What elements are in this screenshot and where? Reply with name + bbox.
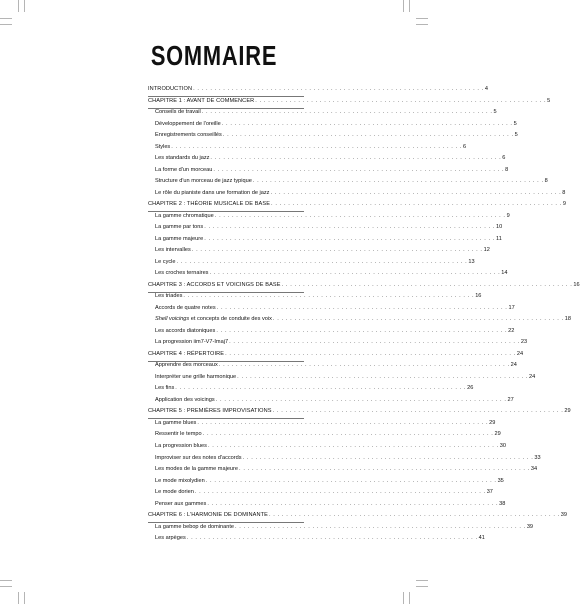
toc-leader-dots: . . . . . . . . . . . . . . . . . . . . . . . . . . . . . . . . . . . . . . . . . . . . . . . . . . . . . . . . . . . . . . . . . . . . xyxy=(272,316,564,323)
crop-mark-bottom-right xyxy=(416,586,428,587)
toc-entry-label: Accords de quatre notes xyxy=(155,304,216,311)
toc-page-number: 11 xyxy=(496,235,502,242)
toc-section-entry xyxy=(148,188,566,200)
toc-page-number: 5 xyxy=(547,97,551,104)
toc-leader-dots: . . . . . . . . . . . . . . . . . . . . . . . . . . . . . . . . . . . . . . . . . . . . . . . . . . . . . . . . . . . . . . . . . . . . xyxy=(213,166,505,173)
toc-section-entry xyxy=(148,441,506,453)
crop-mark-bottom-left xyxy=(18,592,19,604)
toc-leader-dots: . . . . . . . . . . . . . . . . . . . . . . . . . . . . . . . . . . . . . . . . . . . . . . . . . . . . . . . . . . . . . . . . . . . . xyxy=(183,293,475,300)
crop-mark-top-right xyxy=(403,0,404,12)
toc-section-entry xyxy=(148,303,515,315)
toc-section-entry xyxy=(148,257,475,269)
toc-section-entry xyxy=(148,119,517,131)
toc-page-number: 37 xyxy=(486,489,493,496)
toc-leader-dots: . . . . . . . . . . . . . . . . . . . . . . . . . . . . . . . . . . . . . . . . . . . . . . . . . . . . . . . . . . . . . . . . . . . . xyxy=(229,339,520,346)
toc-section-entry xyxy=(148,337,528,349)
toc-entry-label: Les triades xyxy=(155,293,183,300)
toc-page-number: 35 xyxy=(497,477,504,484)
toc-page-number: 23 xyxy=(520,339,528,346)
toc-page-number: 5 xyxy=(493,109,497,116)
toc-leader-dots: . . . . . . . . . . . . . . . . . . . . . . . . . . . . . . . . . . . . . . . . . . . . . . . . . . . . . . . . . . . . . . . . . . . . xyxy=(239,466,530,473)
toc-page-number: 14 xyxy=(501,270,508,277)
toc-leader-dots: . . . . . . . . . . . . . . . . . . . . . . . . . . . . . . . . . . . . . . . . . . . . . . . . . . . . . . . . . . . . . . . . . . . . xyxy=(235,523,526,530)
toc-section-entry xyxy=(148,522,534,534)
toc-page-number: 34 xyxy=(530,466,538,473)
toc-chapter-entry xyxy=(148,406,571,418)
toc-entry-label: Interpréter une grille harmonique xyxy=(155,373,237,380)
toc-leader-dots: . . . . . . . . . . . . . . . . . . . . . . . . . . . . . . . . . . . . . . . . . . . . . . . . . . . . . . . . . . . . . . . . . . . . xyxy=(176,258,468,265)
toc-page-number: 33 xyxy=(534,454,541,461)
toc-section-entry xyxy=(148,326,515,338)
toc-entry-label: Les croches ternaires xyxy=(155,270,209,277)
toc-entry-label: Les modes de la gamme majeure xyxy=(155,466,239,473)
toc-entry-label: La progression iim7-V7-Imaj7 xyxy=(155,339,229,346)
toc-leader-dots: . . . . . . . . . . . . . . . . . . . . . . . . . . . . . . . . . . . . . . . . . . . . . . . . . . . . . . . . . . . . . . . . . . . . xyxy=(218,362,510,369)
toc-entry-label: INTRODUCTION xyxy=(148,86,193,92)
toc-leader-dots: . . . . . . . . . . . . . . . . . . . . . . . . . . . . . . . . . . . . . . . . . . . . . . . . . . . . . . . . . . . . . . . . . . . . xyxy=(209,270,501,277)
crop-mark-top-right xyxy=(416,24,428,25)
toc-leader-dots: . . . . . . . . . . . . . . . . . . . . . . . . . . . . . . . . . . . . . . . . . . . . . . . . . . . . . . . . . . . . . . . . . . . . xyxy=(207,442,499,449)
toc-page-number: 16 xyxy=(475,293,482,300)
toc-entry-label: Penser aux gammes xyxy=(155,500,207,507)
toc-section-entry xyxy=(148,476,504,488)
toc-page-number: 8 xyxy=(544,178,548,185)
crop-mark-bottom-left xyxy=(0,580,12,581)
toc-entry-label: Enregistrements conseillés xyxy=(155,132,222,139)
toc-leader-dots: . . . . . . . . . . . . . . . . . . . . . . . . . . . . . . . . . . . . . . . . . . . . . . . . . . . . . . . . . . . . . . . . . . . . xyxy=(222,132,514,139)
toc-section-entry xyxy=(148,153,506,165)
toc-section-entry xyxy=(148,487,493,499)
toc-section-entry xyxy=(148,142,467,154)
toc-leader-dots: . . . . . . . . . . . . . . . . . . . . . . . . . . . . . . . . . . . . . . . . . . . . . . . . . . . . . . . . . . . . . . . . . . . . xyxy=(255,97,547,104)
toc-leader-dots: . . . . . . . . . . . . . . . . . . . . . . . . . . . . . . . . . . . . . . . . . . . . . . . . . . . . . . . . . . . . . . . . . . . . xyxy=(216,304,508,311)
toc-leader-dots: . . . . . . . . . . . . . . . . . . . . . . . . . . . . . . . . . . . . . . . . . . . . . . . . . . . . . . . . . . . . . . . . . . . . xyxy=(216,327,508,334)
toc-section-entry xyxy=(148,245,490,257)
toc-entry-label: Le rôle du pianiste dans une formation de jazz xyxy=(155,189,270,196)
toc-entry-label: La gamme bebop de dominante xyxy=(155,523,234,530)
toc-page-number: 5 xyxy=(513,120,517,127)
toc-page-number: 10 xyxy=(496,224,503,231)
toc-entry-label: La gamme par tons xyxy=(155,224,204,231)
crop-mark-top-left xyxy=(18,0,19,12)
toc-leader-dots: . . . . . . . . . . . . . . . . . . . . . . . . . . . . . . . . . . . . . . . . . . . . . . . . . . . . . . . . . . . . . . . . . . . . xyxy=(175,385,467,392)
toc-section-entry xyxy=(148,291,482,303)
toc-page-number: 29 xyxy=(494,431,501,438)
toc-page-number: 22 xyxy=(508,327,515,334)
toc-chapter-entry xyxy=(148,84,489,96)
toc-entry-label: CHAPITRE 2 : THÉORIE MUSICALE DE BASE xyxy=(148,201,271,208)
toc-separator-line xyxy=(148,522,304,523)
toc-leader-dots: . . . . . . . . . . . . . . . . . . . . . . . . . . . . . . . . . . . . . . . . . . . . . . . . . . . . . . . . . . . . . . . . . . . . xyxy=(191,247,483,254)
toc-section-entry xyxy=(148,268,508,280)
crop-mark-bottom-left xyxy=(0,586,12,587)
toc-leader-dots: . . . . . . . . . . . . . . . . . . . . . . . . . . . . . . . . . . . . . . . . . . . . . . . . . . . . . . . . . . . . . . . . . . . . xyxy=(201,109,493,116)
toc-leader-dots: . . . . . . . . . . . . . . . . . . . . . . . . . . . . . . . . . . . . . . . . . . . . . . . . . . . . . . . . . . . . . . . . . . . . xyxy=(237,373,528,380)
toc-leader-dots: . . . . . . . . . . . . . . . . . . . . . . . . . . . . . . . . . . . . . . . . . . . . . . . . . . . . . . . . . . . . . . . . . . . . xyxy=(215,396,507,403)
toc-entry-label: Application des voicings xyxy=(155,396,215,403)
crop-mark-bottom-right xyxy=(409,592,410,604)
toc-page-number: 27 xyxy=(507,396,514,403)
toc-entry-label: La gamme chromatique xyxy=(155,212,214,219)
toc-section-entry xyxy=(148,395,514,407)
toc-separator-line xyxy=(148,96,304,97)
toc-page-number: 39 xyxy=(560,512,568,519)
toc-section-entry xyxy=(148,533,485,545)
toc-section-entry xyxy=(148,383,474,395)
toc-entry-label: Shell voicings et concepts de conduite des voix xyxy=(155,316,272,323)
crop-mark-top-right xyxy=(409,0,410,12)
toc-entry-label: La gamme majeure xyxy=(155,235,204,242)
toc-entry-label: Le mode dorien xyxy=(155,489,194,496)
toc-entry-label: CHAPITRE 3 : ACCORDS ET VOICINGS DE BASE xyxy=(148,281,281,288)
toc-entry-label: Les intervalles xyxy=(155,247,191,254)
toc-entry-label: Développement de l'oreille xyxy=(155,120,221,127)
toc-leader-dots: . . . . . . . . . . . . . . . . . . . . . . . . . . . . . . . . . . . . . . . . . . . . . . . . . . . . . . . . . . . . . . . . . . . . xyxy=(207,500,499,507)
toc-page-number: 29 xyxy=(564,408,571,415)
toc-entry-label: Le cycle xyxy=(155,258,176,265)
toc-separator-line xyxy=(148,418,304,419)
toc-page-number: 26 xyxy=(467,385,474,392)
crop-mark-top-left xyxy=(0,24,12,25)
toc-entry-label: Les fins xyxy=(155,385,175,392)
toc-page-number: 16 xyxy=(573,281,580,288)
toc-leader-dots: . . . . . . . . . . . . . . . . . . . . . . . . . . . . . . . . . . . . . . . . . . . . . . . . . . . . . . . . . . . . . . . . . . . . xyxy=(268,512,560,519)
toc-entry-label: Styles xyxy=(155,143,171,150)
crop-mark-bottom-right xyxy=(403,592,404,604)
toc-page-number: 9 xyxy=(506,212,510,219)
toc-chapter-entry xyxy=(148,349,524,361)
toc-page-number: 8 xyxy=(562,189,566,196)
crop-mark-bottom-right xyxy=(416,580,428,581)
toc-leader-dots: . . . . . . . . . . . . . . . . . . . . . . . . . . . . . . . . . . . . . . . . . . . . . . . . . . . . . . . . . . . . . . . . . . . . xyxy=(204,235,496,242)
toc-leader-dots: . . . . . . . . . . . . . . . . . . . . . . . . . . . . . . . . . . . . . . . . . . . . . . . . . . . . . . . . . . . . . . . . . . . . xyxy=(171,143,463,150)
toc-entry-label: Les standards du jazz xyxy=(155,155,210,162)
toc-leader-dots: . . . . . . . . . . . . . . . . . . . . . . . . . . . . . . . . . . . . . . . . . . . . . . . . . . . . . . . . . . . . . . . . . . . . xyxy=(210,155,502,162)
toc-leader-dots: . . . . . . . . . . . . . . . . . . . . . . . . . . . . . . . . . . . . . . . . . . . . . . . . . . . . . . . . . . . . . . . . . . . . xyxy=(270,189,562,196)
toc-chapter-entry xyxy=(148,199,566,211)
toc-page-number: 38 xyxy=(499,500,506,507)
toc-page-number: 5 xyxy=(514,132,518,139)
toc-section-entry xyxy=(148,176,548,188)
toc-page-number: 29 xyxy=(489,419,496,426)
toc-entry-label: Les accords diatoniques xyxy=(155,327,216,334)
toc-section-entry xyxy=(148,107,497,119)
toc-leader-dots: . . . . . . . . . . . . . . . . . . . . . . . . . . . . . . . . . . . . . . . . . . . . . . . . . . . . . . . . . . . . . . . . . . . . xyxy=(202,431,494,438)
toc-page-number: 8 xyxy=(505,166,509,173)
toc-leader-dots: . . . . . . . . . . . . . . . . . . . . . . . . . . . . . . . . . . . . . . . . . . . . . . . . . . . . . . . . . . . . . . . . . . . . xyxy=(272,408,564,415)
toc-section-entry xyxy=(148,234,502,246)
toc-leader-dots: . . . . . . . . . . . . . . . . . . . . . . . . . . . . . . . . . . . . . . . . . . . . . . . . . . . . . . . . . . . . . . . . . . . . xyxy=(221,120,513,127)
toc-separator-line xyxy=(148,361,304,362)
toc-leader-dots: . . . . . . . . . . . . . . . . . . . . . . . . . . . . . . . . . . . . . . . . . . . . . . . . . . . . . . . . . . . . . . . . . . . . xyxy=(252,178,544,185)
toc-entry-label: CHAPITRE 4 : RÉPERTOIRE xyxy=(148,350,225,357)
table-of-contents xyxy=(148,84,580,545)
toc-page-number: 4 xyxy=(484,86,489,92)
crop-mark-top-left xyxy=(24,0,25,12)
toc-leader-dots: . . . . . . . . . . . . . . . . . . . . . . . . . . . . . . . . . . . . . . . . . . . . . . . . . . . . . . . . . . . . . . . . . . . . xyxy=(197,419,489,426)
toc-entry-label: Le mode mixolydien xyxy=(155,477,205,484)
toc-chapter-entry xyxy=(148,280,580,292)
toc-chapter-entry xyxy=(148,96,551,108)
toc-section-entry xyxy=(148,165,509,177)
toc-leader-dots: . . . . . . . . . . . . . . . . . . . . . . . . . . . . . . . . . . . . . . . . . . . . . . . . . . . . . . . . . . . . . . . . . . . . xyxy=(225,350,516,357)
page-title: SOMMAIRE xyxy=(150,40,278,71)
toc-section-entry xyxy=(148,211,510,223)
toc-leader-dots: . . . . . . . . . . . . . . . . . . . . . . . . . . . . . . . . . . . . . . . . . . . . . . . . . . . . . . . . . . . . . . . . . . . . xyxy=(271,201,562,208)
toc-entry-label: La gamme blues xyxy=(155,419,197,426)
toc-entry-label: La forme d'un morceau xyxy=(155,166,213,173)
toc-entry-label: Improviser sur des notes d'accords xyxy=(155,454,242,461)
toc-separator-line xyxy=(148,211,304,212)
toc-leader-dots: . . . . . . . . . . . . . . . . . . . . . . . . . . . . . . . . . . . . . . . . . . . . . . . . . . . . . . . . . . . . . . . . . . . . xyxy=(194,489,486,496)
toc-entry-label: La progression blues xyxy=(155,442,207,449)
toc-entry-label: Apprendre des morceaux xyxy=(155,362,218,369)
toc-entry-label: Structure d'un morceau de jazz typique xyxy=(155,178,252,185)
toc-section-entry xyxy=(148,130,518,142)
toc-page-number: 6 xyxy=(502,155,506,162)
toc-leader-dots: . . . . . . . . . . . . . . . . . . . . . . . . . . . . . . . . . . . . . . . . . . . . . . . . . . . . . . . . . . . . . . . . . . . . xyxy=(193,86,484,92)
toc-leader-dots: . . . . . . . . . . . . . . . . . . . . . . . . . . . . . . . . . . . . . . . . . . . . . . . . . . . . . . . . . . . . . . . . . . . . xyxy=(281,281,573,288)
toc-entry-label: CHAPITRE 5 : PREMIÈRES IMPROVISATIONS xyxy=(148,408,272,415)
toc-section-entry xyxy=(148,360,517,372)
toc-separator-line xyxy=(148,292,304,293)
toc-leader-dots: . . . . . . . . . . . . . . . . . . . . . . . . . . . . . . . . . . . . . . . . . . . . . . . . . . . . . . . . . . . . . . . . . . . . xyxy=(205,477,497,484)
toc-entry-label: CHAPITRE 6 : L'HARMONIE DE DOMINANTE xyxy=(148,512,268,519)
toc-leader-dots: . . . . . . . . . . . . . . . . . . . . . . . . . . . . . . . . . . . . . . . . . . . . . . . . . . . . . . . . . . . . . . . . . . . . xyxy=(204,224,496,231)
toc-page-number: 13 xyxy=(468,258,475,265)
toc-leader-dots: . . . . . . . . . . . . . . . . . . . . . . . . . . . . . . . . . . . . . . . . . . . . . . . . . . . . . . . . . . . . . . . . . . . . xyxy=(186,535,478,542)
toc-page-number: 17 xyxy=(508,304,515,311)
toc-page-number: 18 xyxy=(564,316,571,323)
toc-page-number: 9 xyxy=(562,201,566,208)
toc-section-entry xyxy=(148,429,501,441)
toc-chapter-entry xyxy=(148,510,568,522)
toc-page-number: 6 xyxy=(463,143,467,150)
toc-section-entry xyxy=(148,314,571,326)
toc-section-entry xyxy=(148,418,496,430)
crop-mark-top-left xyxy=(0,18,12,19)
toc-separator-line xyxy=(148,108,304,109)
toc-section-entry xyxy=(148,453,541,465)
toc-page-number: 12 xyxy=(483,247,490,254)
toc-section-entry xyxy=(148,464,538,476)
toc-entry-label: Ressentir le tempo xyxy=(155,431,202,438)
toc-section-entry xyxy=(148,499,506,511)
toc-page-number: 24 xyxy=(510,362,517,369)
toc-entry-label: Les arpèges xyxy=(155,535,186,542)
toc-entry-label: CHAPITRE 1 : AVANT DE COMMENCER xyxy=(148,97,255,104)
toc-page-number: 30 xyxy=(499,442,506,449)
toc-page-number: 24 xyxy=(528,373,536,380)
toc-section-entry xyxy=(148,222,503,234)
toc-entry-label: Conseils de travail xyxy=(155,109,201,116)
toc-page-number: 39 xyxy=(526,523,534,530)
toc-section-entry xyxy=(148,372,536,384)
crop-mark-bottom-left xyxy=(24,592,25,604)
toc-page-number: 24 xyxy=(516,350,524,357)
toc-leader-dots: . . . . . . . . . . . . . . . . . . . . . . . . . . . . . . . . . . . . . . . . . . . . . . . . . . . . . . . . . . . . . . . . . . . . xyxy=(242,454,534,461)
toc-page-number: 41 xyxy=(478,535,485,542)
crop-mark-top-right xyxy=(416,18,428,19)
toc-leader-dots: . . . . . . . . . . . . . . . . . . . . . . . . . . . . . . . . . . . . . . . . . . . . . . . . . . . . . . . . . . . . . . . . . . . . xyxy=(214,212,506,219)
